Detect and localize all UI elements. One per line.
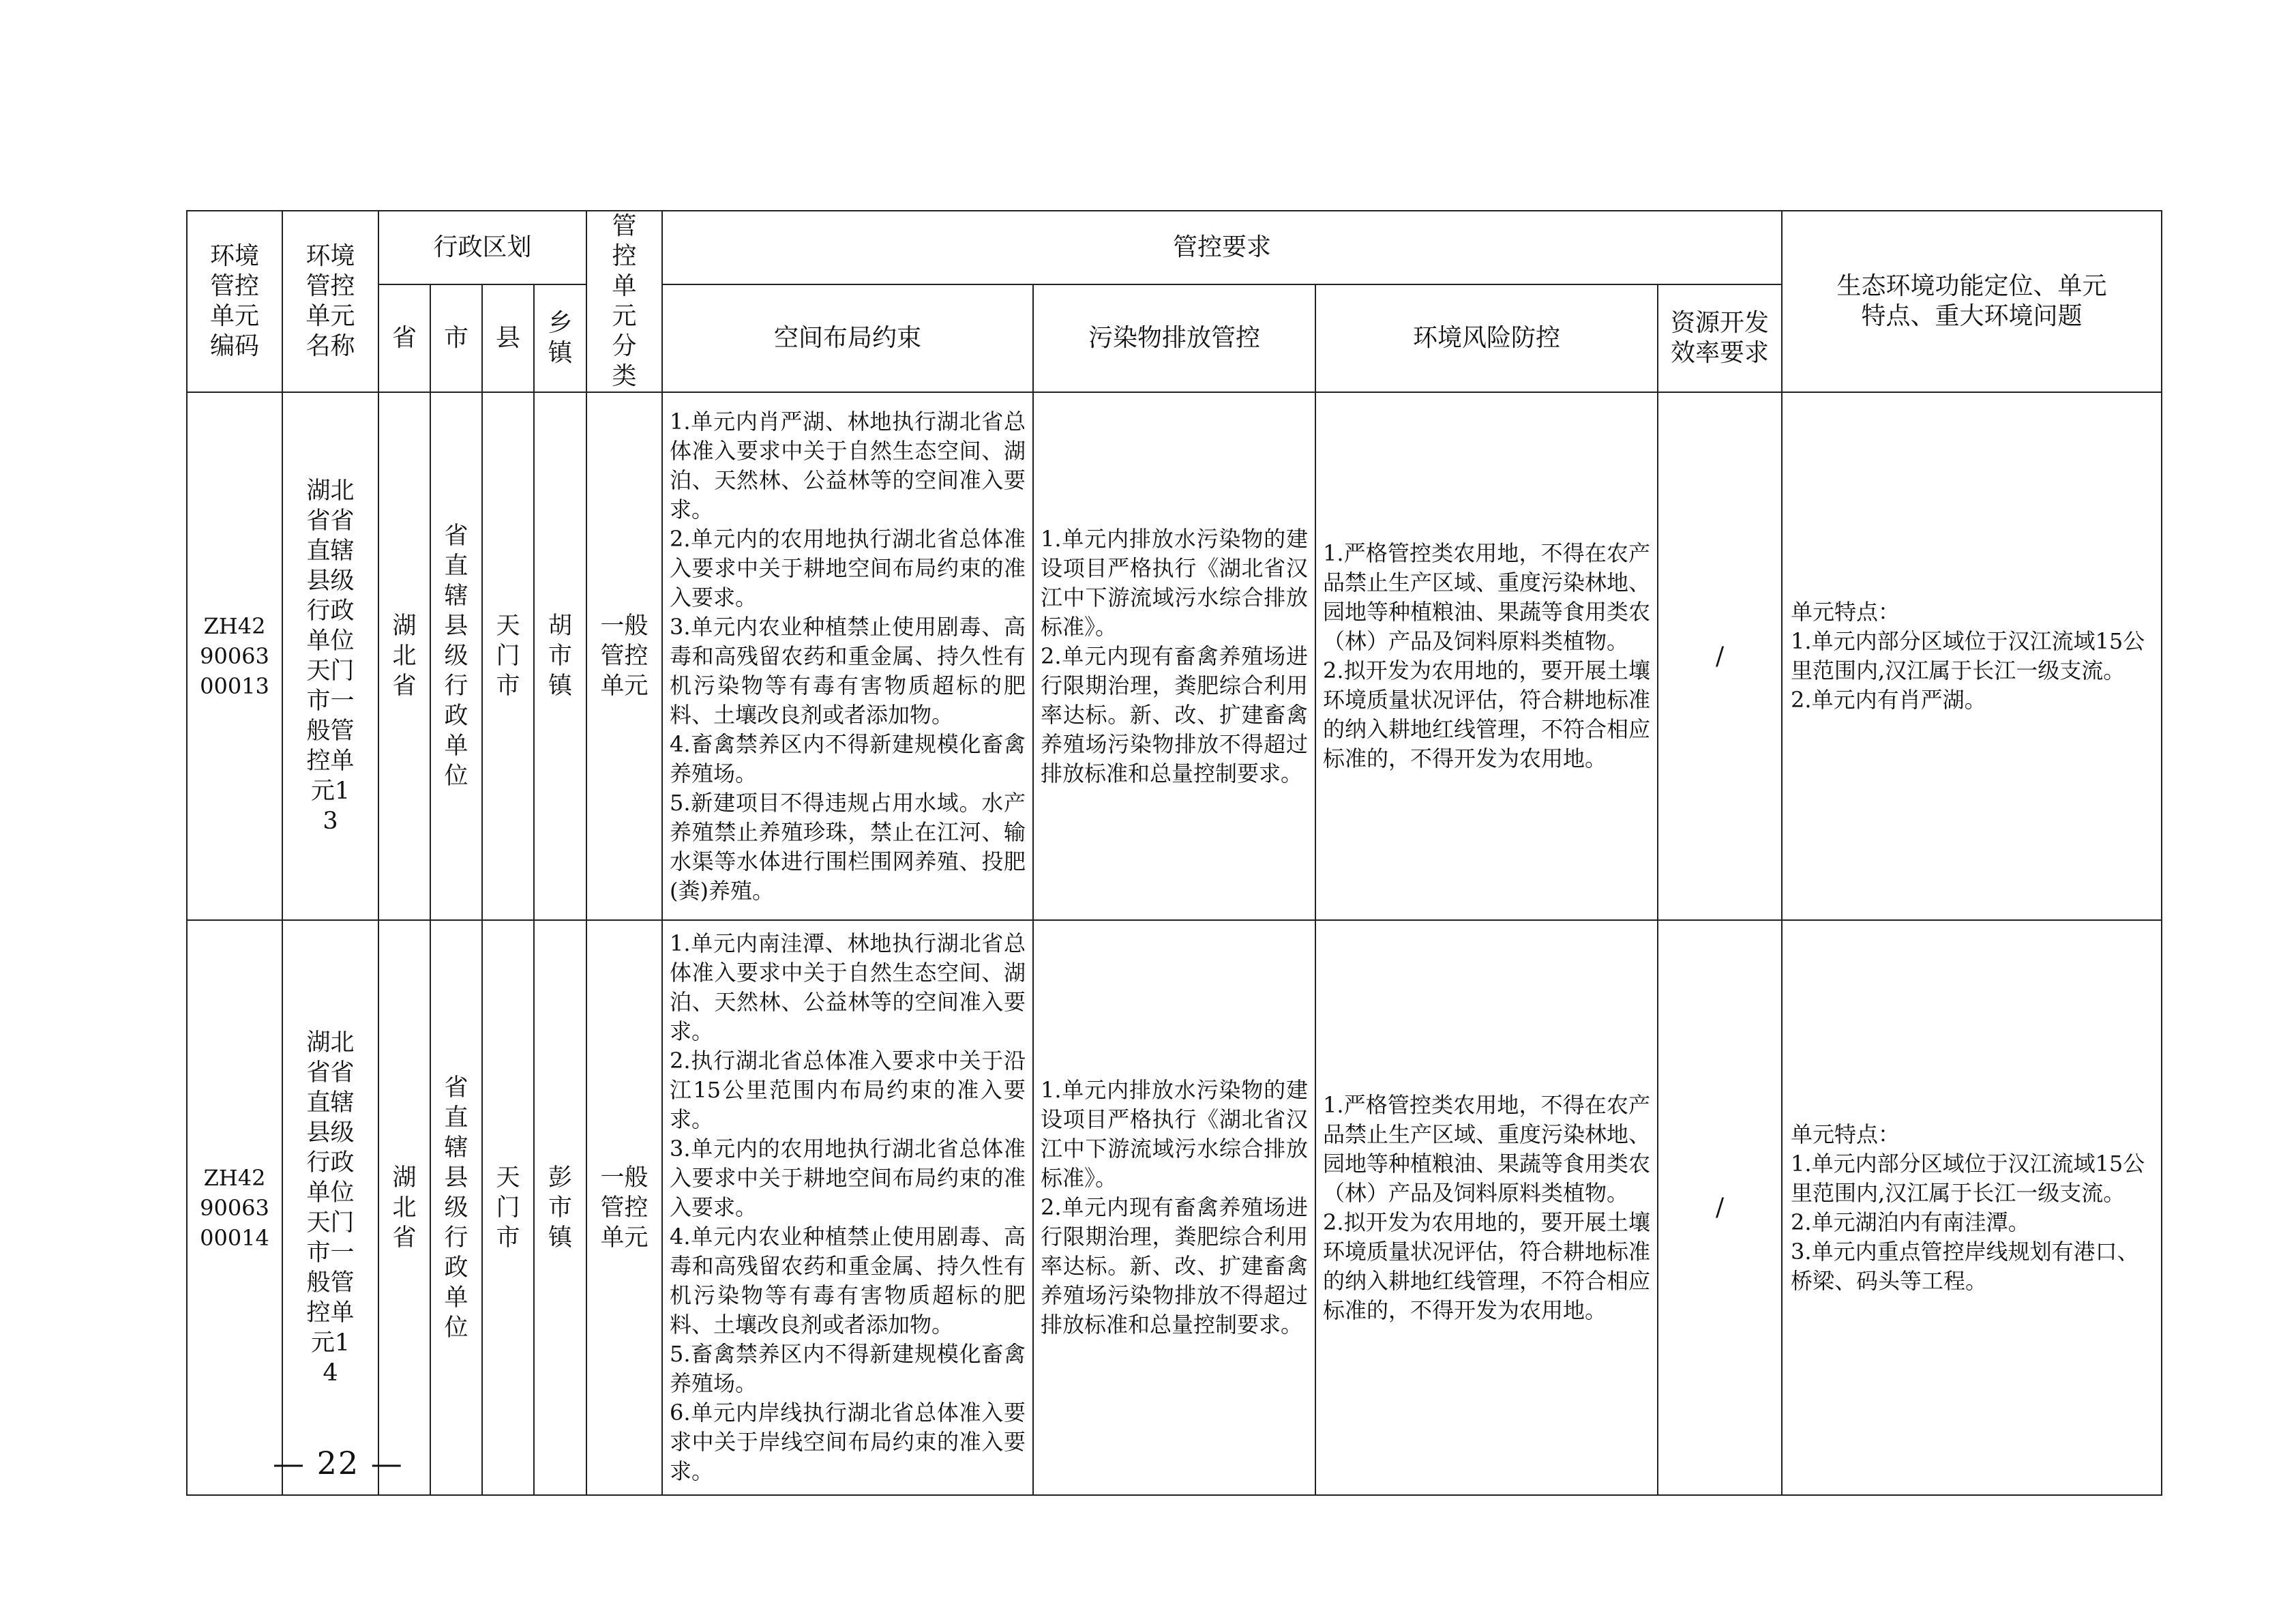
eco-features-cell: 单元特点： 1.单元内部分区域位于汉江流域15公里范围内,汉江属于长江一级支流。 2.单元湖泊内有南洼潭。 3.单元内重点管控岸线规划有港口、桥梁、码头等工程。 — [1782, 920, 2162, 1495]
unit-name: 湖北省省直辖县级行政单位天门市一般管控单元14 — [282, 920, 378, 1495]
header-eco-function: 生态环境功能定位、单元特点、重大环境问题 — [1782, 211, 2162, 392]
unit-code: ZH42 90063 00013 — [187, 392, 282, 920]
category-cell: 一般管控单元 — [586, 392, 662, 920]
header-province: 省 — [378, 284, 430, 392]
county-cell: 天门市 — [482, 920, 534, 1495]
unit-code: ZH42 90063 00014 — [187, 920, 282, 1495]
county-cell: 天门市 — [482, 392, 534, 920]
resource-efficiency-cell: / — [1658, 920, 1782, 1495]
table-row — [187, 920, 2162, 1495]
page-number: — 22 — — [273, 1445, 404, 1481]
header-city: 市 — [430, 284, 482, 392]
header-spatial-layout: 空间布局约束 — [662, 284, 1033, 392]
table-row — [187, 392, 2162, 920]
township-cell: 胡市镇 — [534, 392, 586, 920]
risk-prevention-cell: 1.严格管控类农用地，不得在农产品禁止生产区域、重度污染林地、园地等种植粮油、果蔬等食用类农（林）产品及饲料原料类植物。 2.拟开发为农用地的，要开展土壤环境质量状况评估，符合耕地标准的纳入耕地红线管理，不符合相应标准的，不得开发为农用地。 — [1315, 920, 1658, 1495]
eco-features-cell: 单元特点： 1.单元内部分区域位于汉江流域15公里范围内,汉江属于长江一级支流。 2.单元内有肖严湖。 — [1782, 392, 2162, 920]
category-cell: 一般管控单元 — [586, 920, 662, 1495]
header-risk-prevention: 环境风险防控 — [1315, 284, 1658, 392]
pollutant-control-cell: 1.单元内排放水污染物的建设项目严格执行《湖北省汉江中下游流域污水综合排放标准》。 2.单元内现有畜禽养殖场进行限期治理，粪肥综合利用率达标。新、改、扩建畜禽养殖场污染物排放不得超过排放标准和总量控制要求。 — [1033, 392, 1315, 920]
resource-efficiency-cell: / — [1658, 392, 1782, 920]
header-resource-efficiency: 资源开发效率要求 — [1658, 284, 1782, 392]
province-cell: 湖北省 — [378, 392, 430, 920]
header-township: 乡镇 — [534, 284, 586, 392]
header-county: 县 — [482, 284, 534, 392]
header-control-requirements: 管控要求 — [662, 211, 1782, 284]
header-admin-division: 行政区划 — [378, 211, 586, 284]
city-cell: 省直辖县级行政单位 — [430, 920, 482, 1495]
risk-prevention-cell: 1.严格管控类农用地，不得在农产品禁止生产区域、重度污染林地、园地等种植粮油、果蔬等食用类农（林）产品及饲料原料类植物。 2.拟开发为农用地的，要开展土壤环境质量状况评估，符合耕地标准的纳入耕地红线管理，不符合相应标准的，不得开发为农用地。 — [1315, 392, 1658, 920]
township-cell: 彭市镇 — [534, 920, 586, 1495]
province-cell: 湖北省 — [378, 920, 430, 1495]
pollutant-control-cell: 1.单元内排放水污染物的建设项目严格执行《湖北省汉江中下游流域污水综合排放标准》。 2.单元内现有畜禽养殖场进行限期治理，粪肥综合利用率达标。新、改、扩建畜禽养殖场污染物排放不得超过排放标准和总量控制要求。 — [1033, 920, 1315, 1495]
city-cell: 省直辖县级行政单位 — [430, 392, 482, 920]
spatial-layout-cell: 1.单元内南洼潭、林地执行湖北省总体准入要求中关于自然生态空间、湖泊、天然林、公益林等的空间准入要求。 2.执行湖北省总体准入要求中关于沿江15公里范围内布局约束的准入要求。 3.单元内的农用地执行湖北省总体准入要求中关于耕地空间布局约束的准入要求。 4.单元内农业种植禁止使用剧毒、高毒和高残留农药和重金属、持久性有机污染物等有毒有害物质超标的肥料、土壤改良剂或者添加物。 5.畜禽禁养区内不得新建规模化畜禽养殖场。 6.单元内岸线执行湖北省总体准入要求中关于岸线空间布局约束的准入要求。 — [662, 920, 1033, 1495]
environmental-control-unit-table — [186, 210, 2162, 1496]
header-pollutant-control: 污染物排放管控 — [1033, 284, 1315, 392]
spatial-layout-cell: 1.单元内肖严湖、林地执行湖北省总体准入要求中关于自然生态空间、湖泊、天然林、公益林等的空间准入要求。 2.单元内的农用地执行湖北省总体准入要求中关于耕地空间布局约束的准入要求。 3.单元内农业种植禁止使用剧毒、高毒和高残留农药和重金属、持久性有机污染物等有毒有害物质超标的肥料、土壤改良剂或者添加物。 4.畜禽禁养区内不得新建规模化畜禽养殖场。 5.新建项目不得违规占用水域。水产养殖禁止养殖珍珠，禁止在江河、输水渠等水体进行围栏围网养殖、投肥(粪)养殖。 — [662, 392, 1033, 920]
unit-name: 湖北省省直辖县级行政单位天门市一般管控单元13 — [282, 392, 378, 920]
header-unit-name: 环境管控单元名称 — [282, 211, 378, 392]
header-unit-category: 管控单元分类 — [586, 211, 662, 392]
header-unit-code: 环境管控单元编码 — [187, 211, 282, 392]
